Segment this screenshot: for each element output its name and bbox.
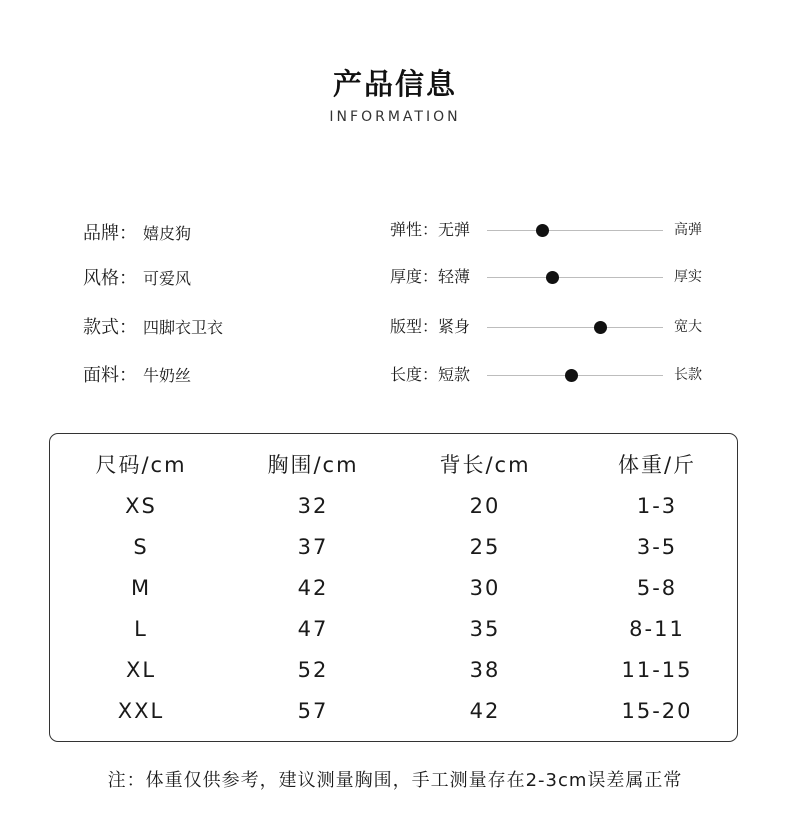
scale-key: 厚度： <box>390 267 439 286</box>
scale-left-label: 轻薄 <box>438 267 471 286</box>
attr-label: 面料： <box>83 365 137 386</box>
table-cell: 42 <box>297 576 329 600</box>
table-cell: 5-8 <box>636 576 678 600</box>
table-cell: 20 <box>469 494 501 518</box>
scale-dot <box>594 321 607 334</box>
scale-dot <box>546 271 559 284</box>
table-cell: XXL <box>117 699 165 723</box>
table-cell: 3-5 <box>636 535 678 559</box>
page-title: 产品信息 <box>332 67 457 101</box>
table-cell: M <box>130 576 152 600</box>
attr-brand <box>83 219 191 245</box>
table-cell: 8-11 <box>629 617 685 641</box>
table-cell: 11-15 <box>621 658 693 682</box>
scale-length <box>390 362 710 388</box>
table-cell: 38 <box>469 658 501 682</box>
table-cell: XS <box>125 494 157 518</box>
table-cell: 57 <box>297 699 329 723</box>
scale-label <box>390 217 470 243</box>
table-header-cell: 尺码/cm <box>95 453 187 477</box>
attr-value: 可爱风 <box>143 268 192 288</box>
table-cell: 30 <box>469 576 501 600</box>
size-table <box>49 433 738 742</box>
table-cell: L <box>134 617 148 641</box>
table-cell: 52 <box>297 658 329 682</box>
scale-key: 长度： <box>390 365 439 384</box>
scale-right-label: 高弹 <box>674 222 702 238</box>
scale-left-label: 紧身 <box>438 317 471 336</box>
scale-key: 弹性： <box>390 220 439 239</box>
attr-label: 款式： <box>83 317 137 338</box>
page-subtitle: INFORMATION <box>329 109 461 125</box>
scale-track <box>487 277 663 278</box>
table-cell: 15-20 <box>621 699 693 723</box>
attr-value: 四脚衣卫衣 <box>143 317 224 337</box>
scale-elasticity <box>390 217 710 243</box>
table-cell: XL <box>125 658 157 682</box>
scale-track <box>487 327 663 328</box>
table-cell: S <box>133 535 149 559</box>
scale-left-label: 短款 <box>438 365 471 384</box>
table-header-cell: 体重/斤 <box>617 453 697 477</box>
scale-label <box>390 362 470 388</box>
table-cell: 35 <box>469 617 501 641</box>
table-cell: 37 <box>297 535 329 559</box>
scale-right-label: 长款 <box>674 367 702 383</box>
scale-fit <box>390 314 710 340</box>
scale-right-label: 宽大 <box>674 319 702 335</box>
scale-key: 版型： <box>390 317 439 336</box>
attr-label: 风格： <box>83 268 137 289</box>
table-cell: 1-3 <box>636 494 678 518</box>
attr-type <box>83 313 223 339</box>
table-cell: 25 <box>469 535 501 559</box>
scale-right-label: 厚实 <box>674 269 702 285</box>
attr-fabric <box>83 361 191 387</box>
table-cell: 32 <box>297 494 329 518</box>
attr-label: 品牌： <box>83 223 137 244</box>
scale-dot <box>565 369 578 382</box>
scale-label <box>390 314 470 340</box>
table-header-cell: 背长/cm <box>439 453 531 477</box>
scale-label <box>390 264 470 290</box>
scale-thickness <box>390 264 710 290</box>
attr-value: 牛奶丝 <box>143 365 192 385</box>
measurement-note: 注：体重仅供参考，建议测量胸围，手工测量存在2-3cm误差属正常 <box>107 770 683 791</box>
table-header-cell: 胸围/cm <box>267 453 359 477</box>
scale-left-label: 无弹 <box>438 220 471 239</box>
table-cell: 42 <box>469 699 501 723</box>
attr-value: 嬉皮狗 <box>143 223 192 243</box>
scale-track <box>487 230 663 231</box>
table-cell: 47 <box>297 617 329 641</box>
scale-dot <box>536 224 549 237</box>
attr-style <box>83 264 191 290</box>
